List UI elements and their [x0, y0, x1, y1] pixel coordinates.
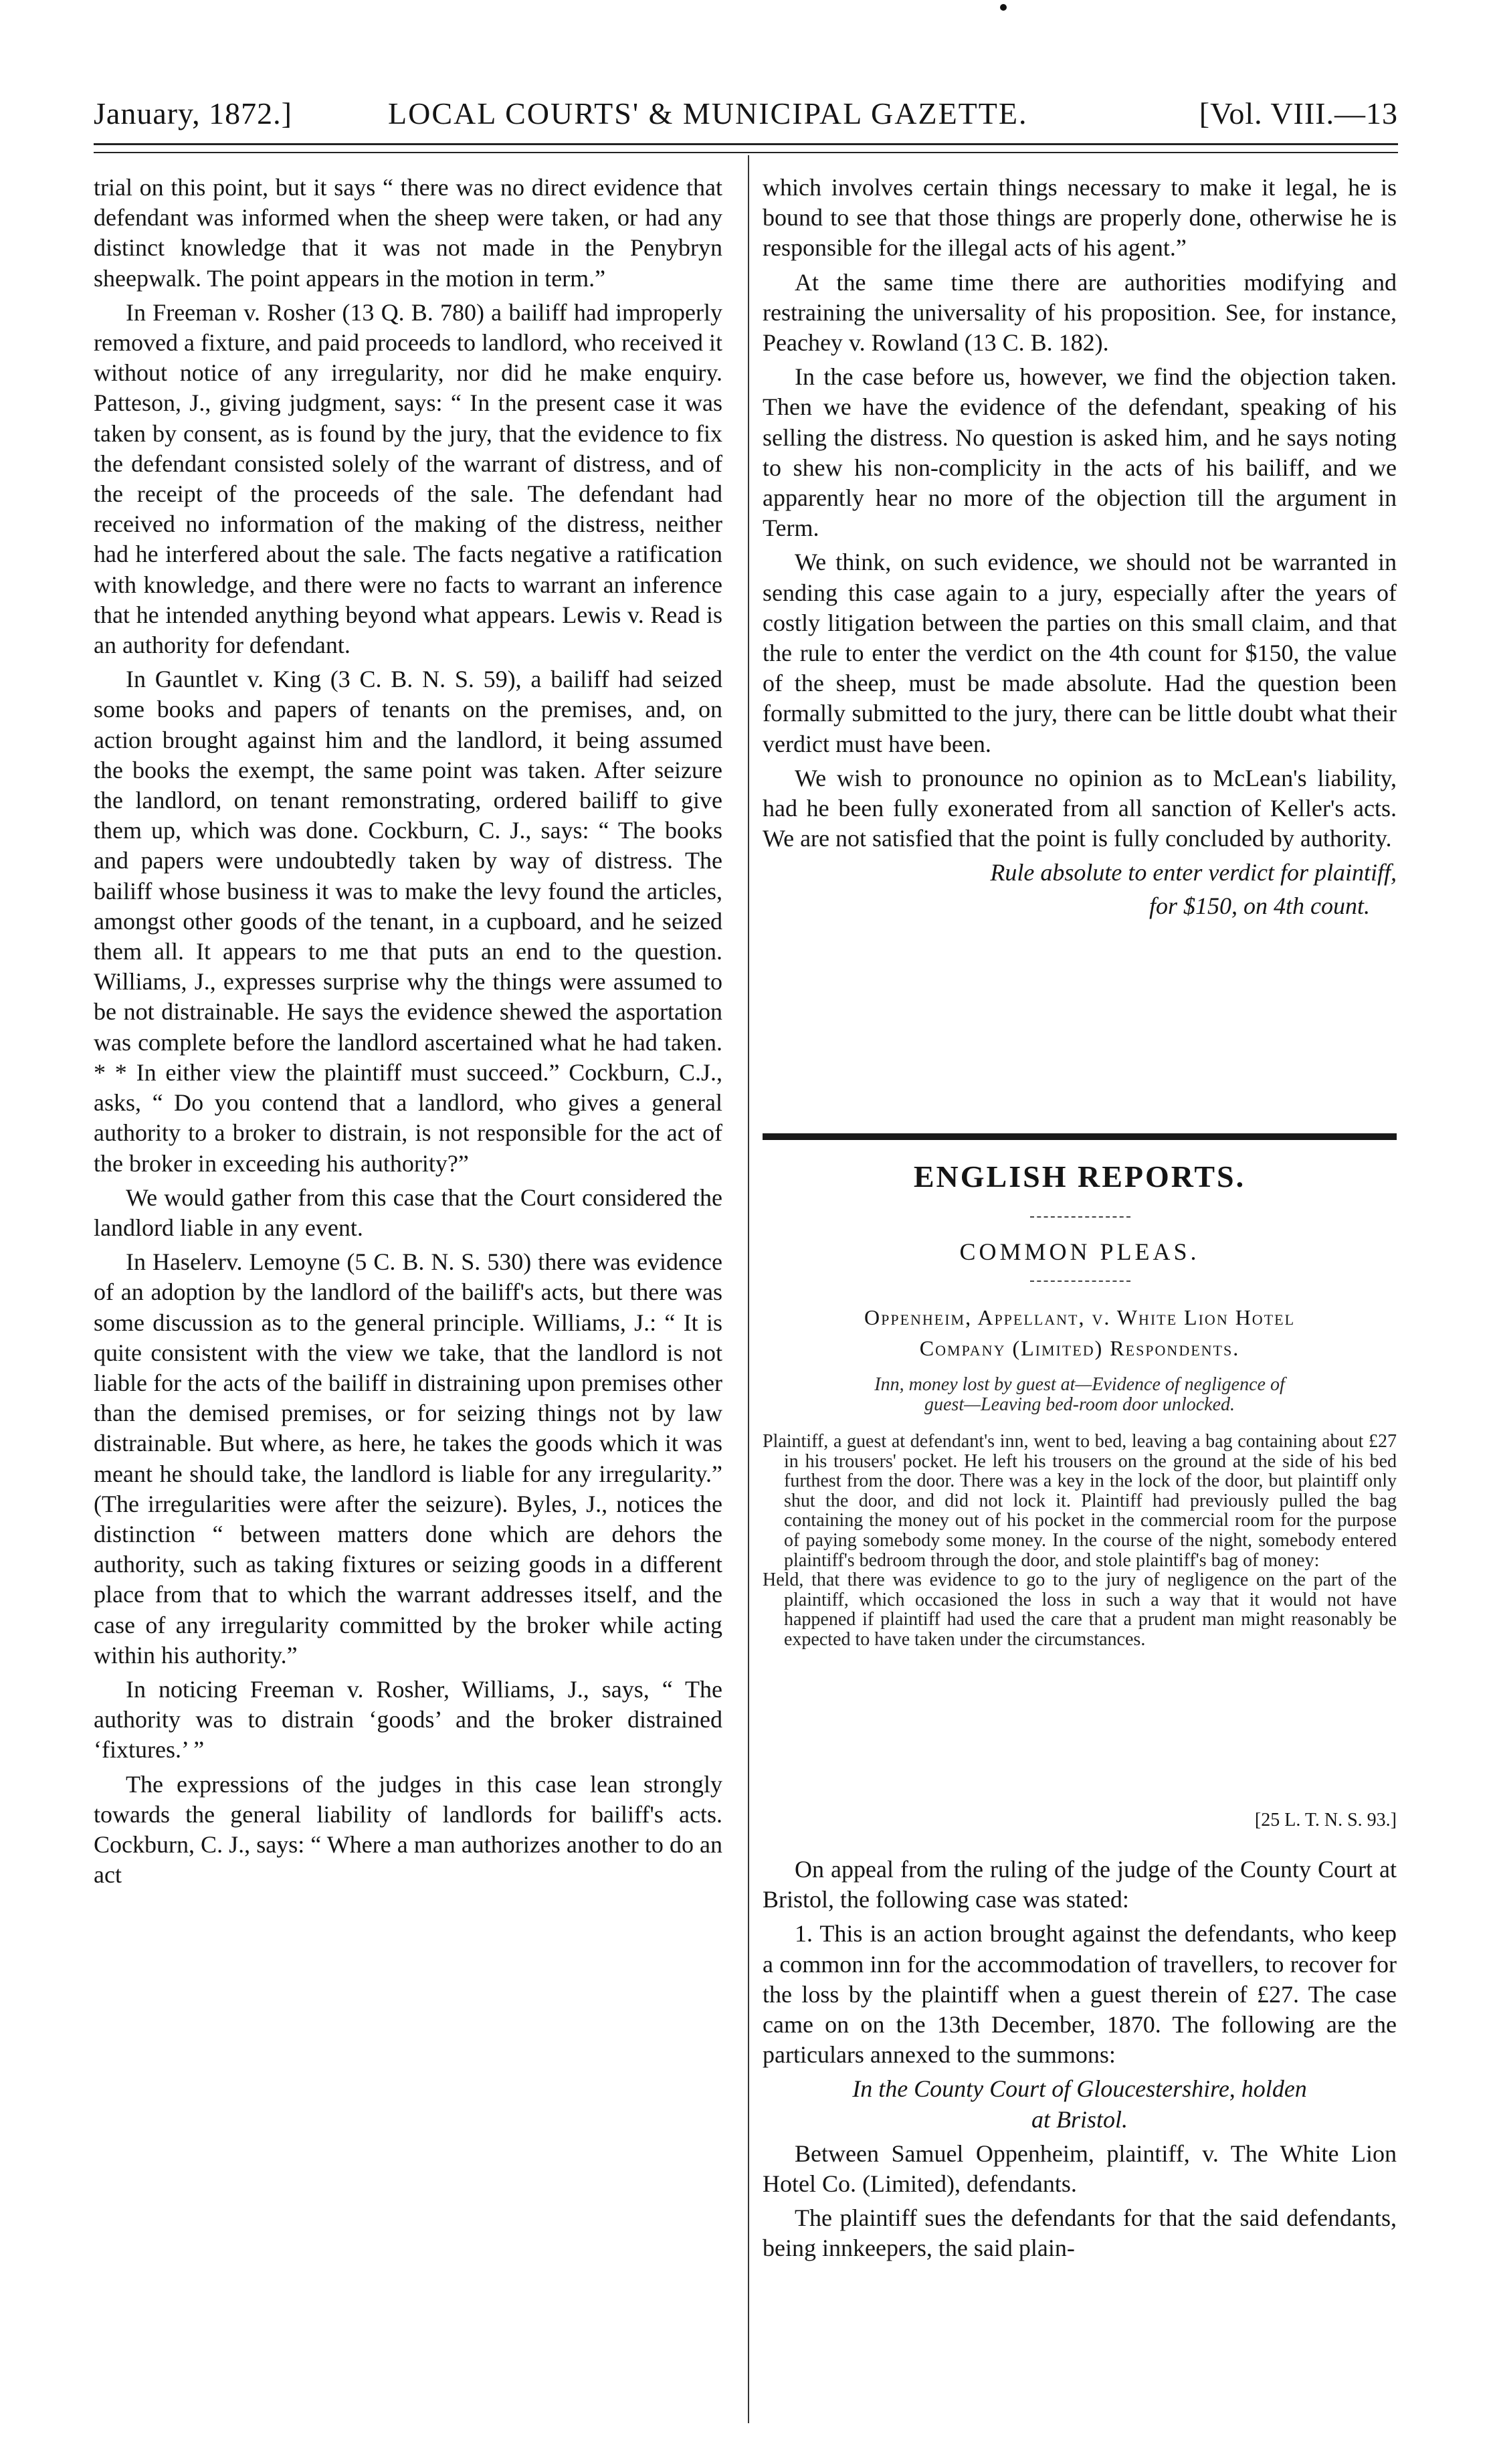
citation: [25 L. T. N. S. 93.]: [1254, 1810, 1397, 1830]
held-paragraph: Held, that there was evidence to go to the jury of negligence on the part of the plaintiff, which occasioned the loss in such a way that it would not have happened if plaintiff had used the care that a prudent man might reasonably be expected to have taken under the circumstances.: [763, 1570, 1397, 1650]
headnote: [763, 1375, 1397, 1415]
paragraph: We think, on such evidence, we should not be warranted in sending this case again to a jury, especially after the years of costly litigation between the parties on this small claim, and that the rule to enter the verdict on the 4th count for $150, the value of the sheep, must be made absolute. Had the question been formally submitted to the jury, there can be little doubt what their verdict must have been.: [763, 549, 1397, 757]
page-header: [94, 90, 1398, 137]
paragraph: In noticing Freeman v. Rosher, Williams, J., says, “ The authority was to distrain ‘goods’ and the broker distrained ‘fixtures.’ ”: [94, 1675, 722, 1764]
paragraph: trial on this point, but it says “ there was no direct evidence that defendant was informed when the sheep were taken, or had any distinct knowledge that it was not made in the Penybryn sheepwalk. The point appears in the motion in term.”: [94, 174, 722, 292]
parties-paragraph: Between Samuel Oppenheim, plaintiff, v. The White Lion Hotel Co. (Limited), defendants.: [763, 2140, 1397, 2198]
verdict-line: Rule absolute to enter verdict for plaintiff,: [990, 859, 1397, 886]
case-title: [763, 1302, 1397, 1363]
header-title: LOCAL COURTS' & MUNICIPAL GAZETTE.: [388, 96, 1028, 130]
court-line: In the County Court of Gloucestershire, holden: [852, 2075, 1307, 2103]
headnote-line: guest—Leaving bed-room door unlocked.: [924, 1394, 1235, 1415]
right-column-top: [763, 173, 1397, 1096]
left-column: [94, 173, 722, 2447]
header-date: January, 1872.]: [94, 96, 292, 130]
case-facts: [763, 1432, 1397, 1650]
paragraph: In the case before us, however, we find the objection taken. Then we have the evidence of the defendant, speaking of his selling the distress. No question is asked him, and he says noting to shew his non-complicity in the acts of his bailiff, and we apparently hear no more of the objection till the argument in Term.: [763, 363, 1397, 542]
paragraph: 1. This is an action brought against the defendants, who keep a common inn for the accommodation of travellers, to recover for the loss by the plaintiff when a guest therein of £27. The case came on on the 13th December, 1870. The following are the particulars annexed to the summons:: [763, 1920, 1397, 2069]
column-divider: [748, 155, 749, 2423]
court-title: COMMON PLEAS.: [959, 1238, 1200, 1265]
dashed-rule: [1030, 1216, 1130, 1218]
case-title-line: Company (Limited) Respondents.: [919, 1336, 1240, 1360]
header-rule: [94, 143, 1398, 153]
paragraph: which involves certain things necessary to make it legal, he is bound to see that those things are properly done, otherwise he is responsible for the illegal acts of his agent.”: [763, 174, 1397, 262]
paragraph: We wish to pronounce no opinion as to McLean's liability, had he been fully exonerated from all sanction of Keller's acts. We are not satisfied that the point is fully concluded by authority.: [763, 764, 1397, 852]
paragraph: In Freeman v. Rosher (13 Q. B. 780) a bailiff had improperly removed a fixture, and paid proceeds to landlord, who received it without notice of any irregularity, nor did he make enquiry. Patteson, J., giving judgment, says: “ In the present case it was taken by consent, as is found by the jury, that the evidence to fix the defendant consisted solely of the warrant of distress, and of the receipt of the proceeds of the sale. The defendant had received no information of the making of the distress, neither had he interfered about the sale. The facts negative a ratification with knowledge, and there were no facts to warrant an inference that he intended anything beyond what appears. Lewis v. Read is an authority for defendant.: [94, 298, 722, 659]
facts-paragraph: Plaintiff, a guest at defendant's inn, went to bed, leaving a bag containing about £27 in his trousers' pocket. He left his trousers on the ground at the side of his bed furthest from the door. There was a key in the lock of the door, but plaintiff only shut the door, and did not lock it. Plaintiff had previously pulled the bag containing the money out of his pocket in the commercial room for the purpose of paying somebody some money. In the course of the night, somebody entered plaintiff's bedroom through the door, and stole plaintiff's bag of money:: [763, 1431, 1397, 1571]
paragraph: In Haselerv. Lemoyne (5 C. B. N. S. 530) there was evidence of an adoption by the landlord of the bailiff's acts, but there was some discussion as to the general principle. Williams, J.: “ It is quite consistent with the view we take, that the landlord is not liable for the acts of the bailiff in distraining upon premises other than the demised premises, or for seizing things not by law distrainable. But where, as here, he takes the goods which it was meant he should take, the landlord is liable for any irregularity.” (The irregularities were after the seizure). Byles, J., notices the distinction “ between matters done which are dehors the authority, such as taking fixtures or seizing goods in a different place from that to which the warrant addresses itself, and the case of any irregularity committed by the broker while acting within his authority.”: [94, 1248, 722, 1669]
dashed-rule: [1030, 1281, 1130, 1282]
case-title-line: Oppenheim, Appellant, v. White Lion Hotel: [864, 1305, 1296, 1329]
paragraph: We would gather from this case that the Court considered the landlord liable in any event.: [94, 1183, 722, 1241]
paragraph: The plaintiff sues the defendants for that the said defendants, being innkeepers, the said plain-: [763, 2204, 1397, 2262]
court-line: at Bristol.: [1031, 2105, 1128, 2133]
verdict-line: for $150, on 4th count.: [1149, 892, 1370, 919]
header-volume: [Vol. VIII.—13: [1199, 96, 1398, 130]
headnote-line: Inn, money lost by guest at—Evidence of negligence of: [874, 1374, 1285, 1395]
section-title: ENGLISH REPORTS.: [913, 1159, 1246, 1194]
paragraph: In Gauntlet v. King (3 C. B. N. S. 59), a bailiff had seized some books and papers of tenants on the premises, and, on action brought against him and the landlord, it being assumed the books the exempt, the same point was taken. After seizure the landlord, on tenant remonstrating, ordered bailiff to give them up, which was done. Cockburn, C. J., says: “ The books and papers were undoubtedly taken by way of distress. The bailiff whose business it was to make the levy found the articles, amongst other goods of the tenant, in a cupboard, and he seized them all. It appears to me that puts an end to the question. Williams, J., expresses surprise why the things were assumed to be not distrainable. He says the evidence shewed the asportation was complete before the landlord ascertained what he had taken. * * In either view the plaintiff must succeed.” Cockburn, C.J., asks, “ Do you contend that a landlord, who gives a general authority to a broker to distrain, is not responsible for the act of the broker in exceeding his authority?”: [94, 666, 722, 1177]
paragraph: At the same time there are authorities modifying and restraining the universality of his proposition. See, for instance, Peachey v. Rowland (13 C. B. 182).: [763, 268, 1397, 357]
section-rule: [763, 1133, 1397, 1140]
right-column-bottom: [763, 1855, 1397, 2443]
paragraph: The expressions of the judges in this case lean strongly towards the general liability of landlords for bailiff's acts. Cockburn, C. J., says: “ Where a man authorizes another to do an act: [94, 1770, 722, 1889]
ink-dot: [1000, 4, 1007, 11]
paragraph: On appeal from the ruling of the judge of the County Court at Bristol, the following case was stated:: [763, 1856, 1397, 1913]
